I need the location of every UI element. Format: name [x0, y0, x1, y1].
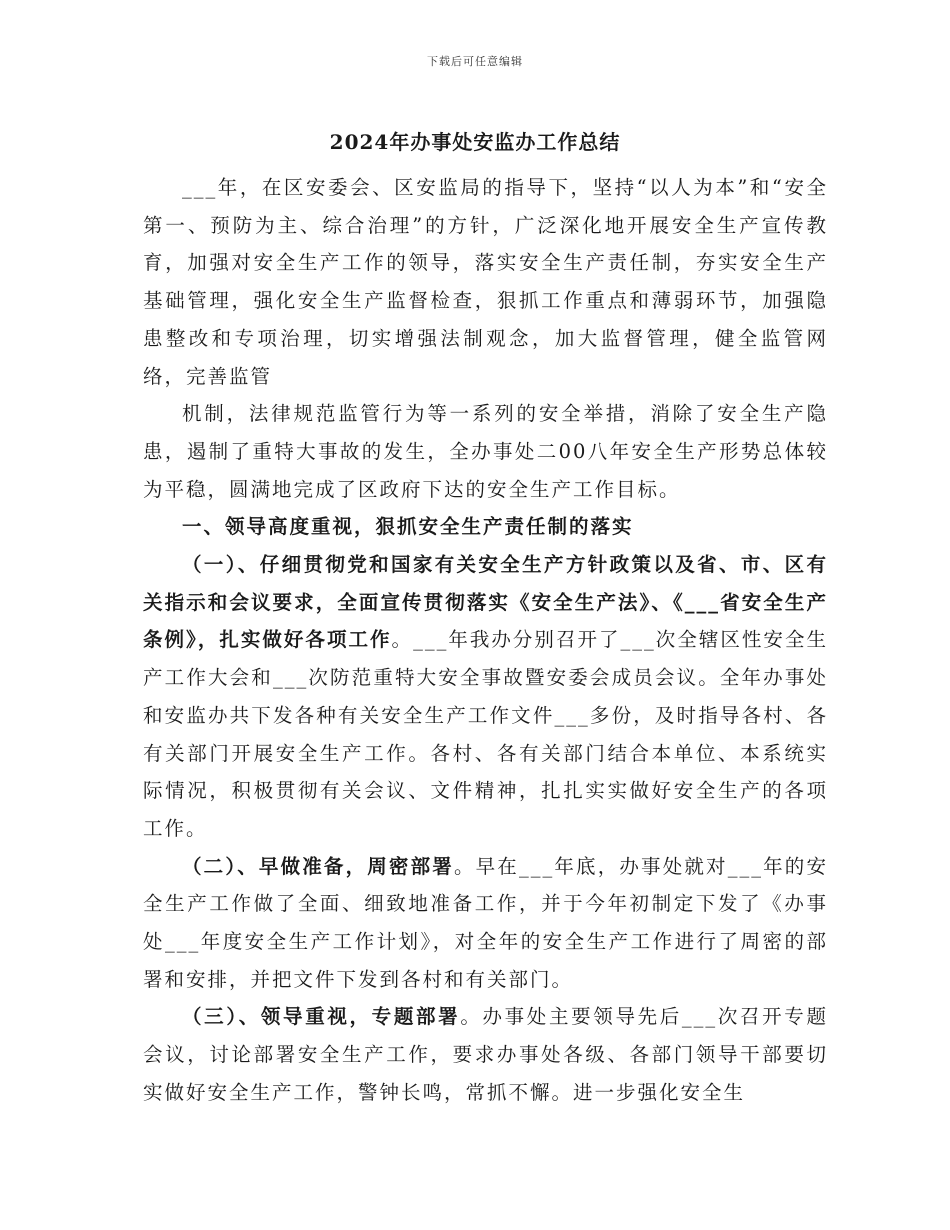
- item-1-heading: （一）、仔细贯彻党和国家有关安全生产方针政策以及省、市、区有关指示和会议要求，全面宣传贯彻落实《安全生产法》、《___省安全生产条例》，扎实做好各项工作: [143, 553, 828, 652]
- blank-field: ___: [518, 854, 555, 878]
- blank-field: ___: [182, 176, 218, 199]
- document-body: [143, 169, 828, 1112]
- paragraph-item-3: （三）、领导重视，专题部署。办事处主要领导先后___次召开专题会议，讨论部署安全生产工作，要求办事处各级、各部门领导干部要切实做好安全生产工作，警钟长鸣，常抓不懈。进一步强化安全生: [143, 1005, 828, 1104]
- blank-field: ___: [413, 628, 449, 652]
- blank-field: ___: [681, 1005, 718, 1029]
- blank-field: ___: [727, 854, 763, 878]
- paragraph-item-2: （二）、早做准备，周密部署。早在___年底，办事处就对___年的安全生产工作做了全面、细致地准备工作，并于今年初制定下发了《办事处___年度安全生产工作计划》，对全年的安全生产工作进行了周密的部署和安排，并把文件下发到各村和有关部门。: [143, 854, 828, 991]
- item-2-heading: （二）、早做准备，周密部署: [182, 854, 454, 878]
- blank-field: ___: [272, 666, 309, 690]
- page-header-note: 下载后可任意编辑: [427, 55, 523, 68]
- section-heading-1: 一、领导高度重视，狠抓安全生产责任制的落实: [182, 515, 634, 539]
- blank-field: ___: [684, 590, 721, 614]
- paragraph-item-1: （一）、仔细贯彻党和国家有关安全生产方针政策以及省、市、区有关指示和会议要求，全面宣传贯彻落实《安全生产法》、《___省安全生产条例》，扎实做好各项工作。___年我办分别召开了___次全辖区性安全生产工作大会和___次防范重特大安全事故暨安委会成员会议。全年办事处和安监办共下发各种有关安全生产工作文件___多份，及时指导各村、各有关部门开展安全生产工作。各村、各有关部门结合本单位、本系统实际情况，积极贯彻有关会议、文件精神，扎扎实实做好安全生产的各项工作。: [143, 553, 828, 840]
- blank-field: ___: [554, 703, 590, 727]
- blank-field: ___: [620, 628, 656, 652]
- paragraph-intro: [143, 169, 828, 395]
- paragraph-mechanism: 机制，法律规范监管行为等一系列的安全举措，消除了安全生产隐患，遏制了重特大事故的发生，全办事处二00八年安全生产形势总体较为平稳，圆满地完成了区政府下达的安全生产工作目标。: [143, 402, 828, 501]
- document-title: 2024年办事处安监办工作总结: [329, 130, 621, 154]
- blank-field: ___: [164, 930, 201, 954]
- item-3-heading: （三）、领导重视，专题部署: [182, 1005, 461, 1029]
- paragraph-text: 年，在区安委会、区安监局的指导下，坚持“以人为本”和“安全第一、预防为主、综合治理”的方针，广泛深化地开展安全生产宣传教育，加强对安全生产工作的领导，落实安全生产责任制，夯实安全生产基础管理，强化安全生产监督检查，狠抓工作重点和薄弱环节，加强隐患整改和专项治理，切实增强法制观念，加大监督管理，健全监管网络，完善监管: [143, 176, 828, 388]
